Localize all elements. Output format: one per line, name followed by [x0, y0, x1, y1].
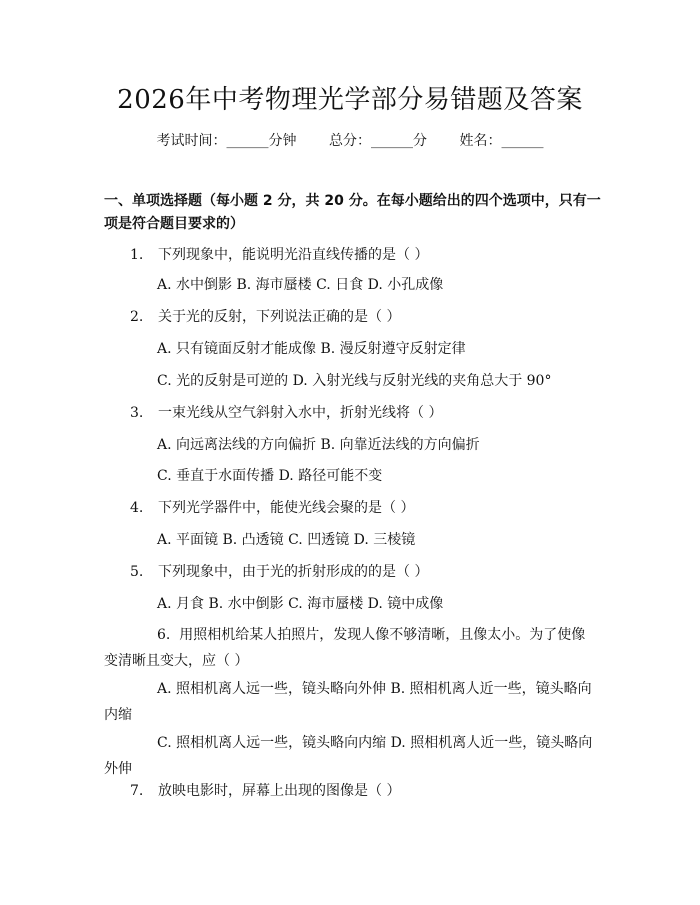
question-7	[130, 780, 400, 802]
exam-time-field: 考试时间：______分钟	[156, 133, 297, 149]
question-2-options-ab: A. 只有镜面反射才能成像 B. 漫反射遵守反射定律	[157, 341, 466, 357]
question-5	[130, 561, 428, 583]
question-2-options-cd: C. 光的反射是可逆的 D. 入射光线与反射光线的夹角总大于 90°	[157, 373, 552, 389]
question-number: 1.	[130, 247, 144, 263]
total-score-field: 总分：______分	[329, 133, 427, 149]
question-number: 7.	[130, 783, 144, 799]
question-4-options: A. 平面镜 B. 凸透镜 C. 凹透镜 D. 三棱镜	[157, 532, 416, 548]
question-6-options-ab: A. 照相机离人远一些，镜头略向外伸 B. 照相机离人近一些，镜头略向内缩	[104, 681, 592, 723]
question-stem: 放映电影时，屏幕上出现的图像是（ ）	[158, 783, 401, 799]
question-3-options-cd: C. 垂直于水面传播 D. 路径可能不变	[157, 468, 383, 484]
question-number: 3.	[130, 405, 144, 421]
question-3-options-ab: A. 向远离法线的方向偏折 B. 向靠近法线的方向偏折	[157, 437, 480, 453]
name-field: 姓名：______	[459, 133, 544, 149]
page-title: 2026年中考物理光学部分易错题及答案	[117, 85, 583, 115]
question-1	[130, 244, 428, 266]
question-number: 2.	[130, 309, 144, 325]
question-stem: 下列现象中，能说明光沿直线传播的是（ ）	[158, 247, 429, 263]
exam-meta	[0, 130, 700, 152]
question-stem: 用照相机给某人拍照片，发现人像不够清晰，且像太小。为了使像变清晰且变大，应（ ）	[104, 627, 586, 669]
section-heading: 一、单项选择题（每小题 2 分，共 20 分。在每小题给出的四个选项中，只有一项是符合题目要求的）	[104, 193, 601, 232]
question-number: 6.	[157, 627, 171, 643]
question-3	[130, 402, 442, 424]
question-stem: 关于光的反射，下列说法正确的是（ ）	[158, 309, 401, 325]
question-6-options-cd: C. 照相机离人远一些，镜头略向内缩 D. 照相机离人近一些，镜头略向外伸	[104, 735, 593, 777]
question-4	[130, 497, 414, 519]
question-stem: 下列光学器件中，能使光线会聚的是（ ）	[158, 500, 415, 516]
question-stem: 下列现象中，由于光的折射形成的的是（ ）	[158, 564, 429, 580]
question-number: 5.	[130, 564, 144, 580]
question-5-options: A. 月食 B. 水中倒影 C. 海市蜃楼 D. 镜中成像	[157, 596, 444, 612]
question-6	[104, 622, 598, 674]
question-2	[130, 306, 400, 328]
question-stem: 一束光线从空气斜射入水中，折射光线将（ ）	[158, 405, 443, 421]
question-1-options: A. 水中倒影 B. 海市蜃楼 C. 日食 D. 小孔成像	[157, 277, 444, 293]
question-number: 4.	[130, 500, 144, 516]
